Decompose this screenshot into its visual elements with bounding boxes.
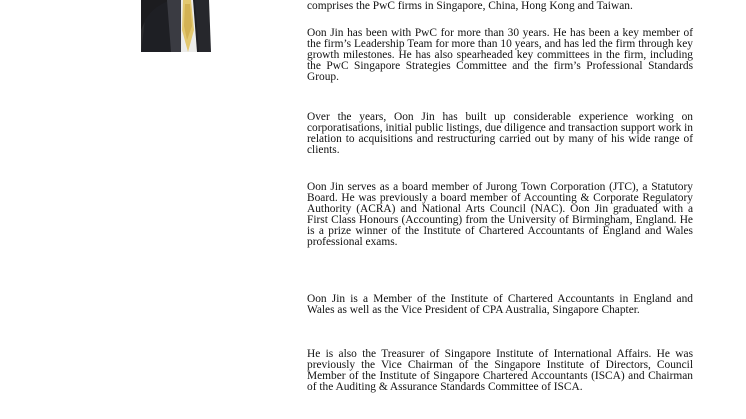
paragraph-career: Oon Jin has been with PwC for more than 30 years. He has been a key member of the firm’s Leadership Team for more than 10 years, and has led the firm through key growth milestones. He has also spearheaded key committees in the firm, including the PwC Singapore Strategies Committee and the firm’s Professional Standards Group. xyxy=(307,27,693,84)
portrait-photo xyxy=(141,0,269,52)
paragraph-firms: comprises the PwC firms in Singapore, China, Hong Kong and Taiwan. xyxy=(307,0,633,12)
portrait-illustration xyxy=(141,0,269,52)
paragraph-board-roles: Oon Jin serves as a board member of Jurong Town Corporation (JTC), a Statutory Board. He was previously a board member of Accounting & Corporate Regulatory Authority (ACRA) and National Arts Council (NAC). Oon Jin graduated with a First Class Honours (Accounting) from the University of Birmingham, England. He is a prize winner of the Institute of Chartered Accountants of England and Wales professional exams. xyxy=(307,181,693,249)
paragraph-other-roles: He is also the Treasurer of Singapore Institute of International Affairs. He was previously the Vice Chairman of the Singapore Institute of Directors, Council Member of the Institute of Singapore Chartered Accountants (ISCA) and Chairman of the Auditing & Assurance Standards Committee of ISCA. xyxy=(307,348,693,394)
paragraph-experience: Over the years, Oon Jin has built up considerable experience working on corporatisations, initial public listings, due diligence and transaction support work in relation to acquisitions and restructuring carried out by many of his wide range of clients. xyxy=(307,111,693,157)
paragraph-memberships: Oon Jin is a Member of the Institute of Chartered Accountants in England and Wales as well as the Vice President of CPA Australia, Singapore Chapter. xyxy=(307,293,693,317)
